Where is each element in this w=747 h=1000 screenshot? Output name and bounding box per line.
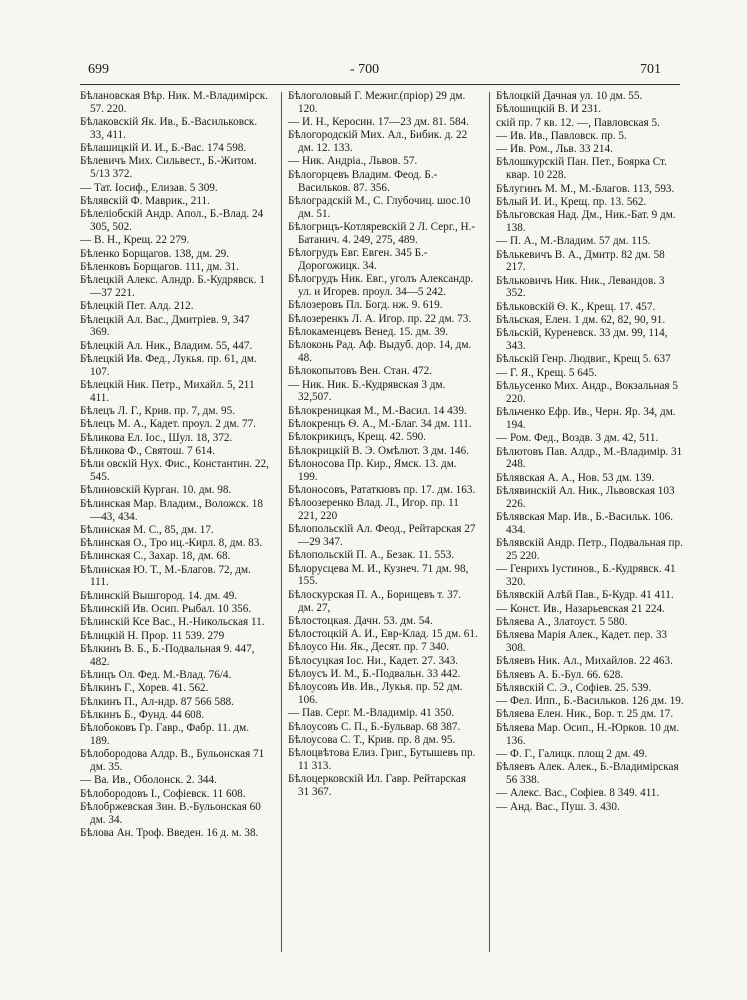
directory-entry: Бѣлогрудъ Ник. Евг., уголъ Александр. ул. и Игорев. проул. 34—5 242.: [288, 273, 474, 298]
directory-entry: Бѣлькевичъ В. А., Дмитр. 82 дм. 58 217.: [496, 248, 665, 274]
directory-entry: Бѣлановская Вѣр. Ник. М.-Владимірск. 57. 220.: [80, 90, 268, 115]
directory-entry: Бѣльковичъ Ник. Ник., Левандов. 3 352.: [496, 274, 665, 300]
directory-entry: Бѣльусенко Мих. Андр., Вокзальная 5 220.: [496, 380, 678, 405]
directory-entry: — Ив. Ив., Павловск. пр. 5.: [496, 129, 627, 142]
directory-entry: Бѣлинскій Ксе Вас., Н.-Никольская 11.: [80, 616, 265, 629]
directory-entry: Бѣлецъ Л. Г., Крив. пр. 7, дм. 95.: [80, 405, 236, 418]
directory-entry: Бѣлый И. И., Крещ. пр. 13. 562.: [496, 195, 647, 208]
directory-entry: Бѣлявскій Андр. Петр., Подвальная пр. 25 220.: [496, 537, 683, 562]
directory-entry: Бѣлогрицъ-Котляревскій 2 Л. Серг., Н.-Батанич. 4. 249, 275, 489.: [288, 220, 476, 246]
directory-entry: Бѣлоградскій М., С. Глубочиц. шос.10 дм. 51.: [288, 194, 471, 220]
directory-entry: Бѣлецкій Алекс. Алндр. Б.-Кудрявск. 1—37 221.: [80, 274, 265, 299]
directory-entry: Бѣлявскій Алѣй Пав., Б-Кудр. 41 411.: [496, 589, 674, 602]
directory-entry: Бѣлоскурская П. А., Борищевъ т. 37. дм. 27,: [288, 588, 462, 614]
directory-entry: Бѣлоносовъ, Рататкювъ пр. 17. дм. 163.: [288, 483, 476, 496]
directory-entry: Бѣлаковскій Як. Ив., Б.-Васильковск. 33, 411.: [80, 116, 258, 141]
directory-entry: Бѣлецъ М. А., Кадет. проул. 2 дм. 77.: [80, 418, 256, 431]
column-1: [80, 90, 270, 840]
directory-entry: Бѣлоусъ И. М., Б.-Подвальн. 33 442.: [288, 668, 461, 681]
directory-entry: Бѣляевъ А. Б.-Бул. 66. 628.: [496, 668, 624, 681]
directory-entry: Бѣлугинъ М. М., М.-Благов. 113, 593.: [496, 182, 675, 195]
directory-entry: Бѣлоозеренко Влад. Л., Игор. пр. 11 221, 220: [288, 497, 459, 522]
page-header: [0, 62, 747, 84]
directory-entry: Бѣлоконь Рад. Аф. Выдуб. дор. 14, дм. 48.: [288, 339, 472, 364]
directory-entry: Бѣлобородовъ І., Софіевск. 11 608.: [80, 787, 246, 800]
directory-entry: — Ив. Ром., Льв. 33 214.: [496, 143, 613, 156]
directory-entry: Бѣлокрикицъ, Крещ. 42. 590.: [288, 431, 427, 444]
directory-entry: Бѣликова Ел. Іос., Шул. 18, 372.: [80, 431, 233, 444]
center-page-number: - 700: [350, 62, 380, 77]
directory-entry: Бѣлобоковъ Гр. Гавр., Фабр. 11. дм. 189.: [80, 722, 249, 748]
directory-entry: — Ром. Фед., Воздв. 3 дм. 42, 511.: [496, 432, 659, 445]
directory-entry: Бѣлявская Мар. Ив., Б.-Васильк. 106. 434.: [496, 511, 674, 536]
directory-entry: Бѣляева А., Златоуст. 5 580.: [496, 615, 628, 628]
directory-entry: Бѣлкинъ Г., Хорев. 41. 562.: [80, 682, 209, 695]
directory-entry: Бѣли овскій Нух. Фис., Константин. 22, 545.: [80, 458, 269, 484]
directory-entry: Бѣлявскій Ф. Маврик., 211.: [80, 194, 210, 207]
directory-entry: Бѣлоусовъ Ив. Ив., Лукья. пр. 52 дм. 106.: [288, 681, 463, 707]
directory-entry: Бѣлинская Мар. Владим., Воложск. 18—43, 434.: [80, 497, 263, 523]
directory-entry: Бѣлинская С., Захар. 18, дм. 68.: [80, 550, 231, 563]
directory-entry: Бѣлова Ан. Троф. Введен. 16 д. м. 38.: [80, 827, 259, 840]
directory-entry: Бѣлинскій Вышгород. 14. дм. 49.: [80, 589, 238, 602]
directory-entry: — П. А., М.-Владим. 57 дм. 115.: [496, 235, 651, 248]
directory-entry: Бѣлоусова С. Т., Крив. пр. 8 дм. 95.: [288, 734, 456, 747]
directory-entry: Бѣлявская А. А., Нов. 53 дм. 139.: [496, 471, 655, 484]
directory-entry: Бѣлютовъ Пав. Алдр., М.-Владимір. 31 248.: [496, 445, 683, 471]
directory-entry: Бѣлогородскій Мих. Ал., Бибик. д. 22 дм. 12. 133.: [288, 129, 468, 155]
directory-entry: Бѣлашицкій И. И., Б.-Вас. 174 598.: [80, 142, 247, 155]
directory-entry: Бѣльковскій Ѳ. К., Крещ. 17. 457.: [496, 300, 656, 313]
left-page-number: 699: [88, 62, 109, 77]
directory-entry: — И. Н., Кероcин. 17—23 дм. 81. 584.: [288, 116, 469, 129]
directory-entry: Бѣлорусцева М. И., Кузнеч. 71 дм. 98, 155.: [288, 562, 469, 588]
directory-entry: Бѣлостоцкій А. И., Евр-Клад. 15 дм. 61.: [288, 628, 478, 641]
directory-entry: — Пав. Серг. М.-Владимір. 41 350.: [288, 707, 455, 720]
directory-entry: Бѣлокренцъ Ѳ. А., М.-Благ. 34 дм. 111.: [288, 417, 472, 430]
directory-entry: Бѣлоцвѣтова Елиз. Григ., Бутышевъ пр. 11 313.: [288, 747, 476, 773]
directory-entry: Бѣлиновскій Курган. 10. дм. 98.: [80, 484, 232, 497]
column-divider: [489, 92, 490, 952]
directory-entry: Бѣляева Мар. Осип., Н.-Юрков. 10 дм. 136.: [496, 721, 680, 747]
right-page-number: 701: [640, 62, 661, 77]
directory-entry: — Ник. Андріа., Львов. 57.: [288, 155, 418, 168]
directory-entry: — Ник. Ник. Б.-Кудрявская 3 дм. 32,507.: [288, 378, 446, 404]
directory-entry: Бѣлогрудъ Евг. Евген. 345 Б.-Дорогожицк. 34.: [288, 247, 428, 272]
directory-entry: Бѣлобржевская Зин. В.-Бульонская 60 дм. 34.: [80, 801, 261, 826]
directory-entry: Бѣлецкій Ник. Петр., Михайл. 5, 211 411.: [80, 379, 255, 404]
directory-entry: Бѣлецкій Ив. Фед., Лукья. пр. 61, дм. 107.: [80, 352, 257, 378]
directory-entry: Бѣляевъ Ник. Ал., Михайлов. 22 463.: [496, 655, 673, 668]
directory-entry: Бѣлинская Ю. Т., М.-Благов. 72, дм. 111.: [80, 563, 251, 589]
directory-entry: Бѣлостоцкая. Дачн. 53. дм. 54.: [288, 614, 433, 627]
directory-entry: Бѣлинская О., Тро иц.-Кирл. 8, дм. 83.: [80, 537, 263, 550]
directory-entry: — Тат. Іосиф., Елизав. 5 309.: [80, 181, 218, 194]
directory-entry: Бѣлокаменцевъ Венед. 15. дм. 39.: [288, 325, 449, 338]
directory-entry: Бѣляева Елен. Ник., Бор. т. 25 дм. 17.: [496, 708, 674, 721]
directory-entry: — В. Н., Крещ. 22 279.: [80, 234, 190, 247]
directory-entry: Бѣлецкій Ал. Вас., Дмитріев. 9, 347 369.: [80, 313, 250, 339]
directory-entry: Бѣлкинъ П., Ал-ндр. 87 566 588.: [80, 695, 234, 708]
directory-entry: Бѣлопольскій Ал. Феод., Рейтарская 27—29 347.: [288, 523, 476, 549]
directory-entry: Бѣлоцерковскій Ил. Гавр. Рейтарская 31 367.: [288, 773, 467, 799]
directory-entry: Бѣлоусовъ С. П., Б.-Бульвар. 68 387.: [288, 720, 461, 733]
directory-entry: Бѣлецкій Ал. Ник., Владим. 55, 447.: [80, 339, 253, 352]
directory-entry: Бѣлявинскій Ал. Ник., Львовская 103 226.: [496, 484, 675, 510]
directory-entry: Бѣлявскій С. Э., Софіев. 25. 539.: [496, 681, 652, 694]
directory-entry: Бѣлосуцкая Іос. Ни., Кадет. 27. 343.: [288, 654, 459, 667]
directory-entry: Бѣликова Ф., Святош. 7 614.: [80, 445, 215, 458]
directory-entry: Бѣлопольскій П. А., Безак. 11. 553.: [288, 549, 455, 562]
directory-entry: Бѣлокрицкій В. Э. Омѣлют. 3 дм. 146.: [288, 444, 470, 457]
directory-entry: Бѣльскій, Куреневск. 33 дм. 99, 114, 343.: [496, 327, 668, 353]
directory-entry: Бѣльскій Генр. Людвиг., Крещ 5. 637: [496, 353, 671, 366]
directory-entry: Бѣлоголовый Г. Межиг.(пріор) 29 дм. 120.: [288, 90, 466, 115]
header-rule: [80, 84, 680, 85]
directory-entry: скій пр. 7 кв. 12. —, Павловская 5.: [496, 116, 660, 129]
directory-entry: — Фел. Ипп., Б.-Васильков. 126 дм. 19.: [496, 695, 684, 708]
directory-entry: Бѣлецкій Пет. Алд. 212.: [80, 300, 194, 313]
directory-entry: Бѣлозеровъ Пл. Богд. нж. 9. 619.: [288, 299, 443, 312]
directory-entry: — Генрихъ Іустинов., Б.-Кудрявск. 41 320.: [496, 563, 676, 588]
directory-entry: Бѣленковъ Борщагов. 111, дм. 31.: [80, 260, 239, 273]
directory-entry: — Ф. Г., Галицк. площ 2 дм. 49.: [496, 747, 648, 760]
directory-entry: Бѣлокопытовъ Вен. Стан. 472.: [288, 365, 433, 378]
directory-entry: Бѣлевичъ Мих. Сильвест., Б.-Житом. 5/13 372.: [80, 155, 257, 181]
directory-entry: — Анд. Вас., Пуш. 3. 430.: [496, 800, 620, 813]
directory-entry: Бѣлобородова Алдр. В., Бульонская 71 дм. 35.: [80, 748, 265, 774]
directory-entry: Бѣлицкій Н. Прор. 11 539. 279: [80, 629, 225, 642]
directory-entry: Бѣлошкурскій Пан. Пет., Боярка Ст. квар. 10 228.: [496, 156, 667, 182]
directory-entry: Бѣлогорцевъ Владим. Феод. Б.-Васильков. 87. 356.: [288, 168, 438, 194]
directory-entry: Бѣлокреницкая М., М.-Васил. 14 439.: [288, 404, 467, 417]
directory-entry: Бѣльченко Ефр. Ив., Черн. Яр. 34, дм. 194.: [496, 406, 676, 431]
directory-entry: Бѣлинская М. С., 85, дм. 17.: [80, 523, 214, 536]
directory-entry: Бѣльговская Над. Дм., Ник.-Бат. 9 дм. 138.: [496, 209, 676, 234]
directory-entry: Бѣльская, Елен. 1 дм. 62, 82, 90, 91.: [496, 314, 666, 327]
column-divider: [281, 92, 282, 952]
directory-entry: Бѣлоносова Пр. Кир., Ямск. 13. дм. 199.: [288, 457, 457, 483]
directory-entry: Бѣлкинъ В. Б., Б.-Подвальная 9. 447, 482.: [80, 642, 255, 668]
directory-entry: Бѣлозеренкъ Л. А. Игор. пр. 22 дм. 73.: [288, 312, 472, 325]
directory-entry: Бѣлоцкій Дачная ул. 10 дм. 55.: [496, 90, 643, 102]
directory-entry: — Ва. Ив., Оболонск. 2. 344.: [80, 774, 217, 787]
directory-entry: Бѣляева Марія Алек., Кадет. пер. 33 308.: [496, 629, 668, 654]
column-3: [496, 90, 686, 814]
directory-entry: Бѣлкинъ Б., Фунд. 44 608.: [80, 708, 205, 721]
directory-entry: Бѣлеліобскій Андр. Апол., Б.-Влад. 24 305, 502.: [80, 208, 264, 233]
directory-entry: Бѣлинскій Ив. Осип. Рыбал. 10 356.: [80, 603, 252, 616]
directory-entry: — Г. Я., Крещ. 5 645.: [496, 366, 597, 379]
directory-entry: — Конст. Ив., Назарьевская 21 224.: [496, 602, 665, 615]
directory-entry: Бѣленко Борщагов. 138, дм. 29.: [80, 247, 229, 260]
directory-entry: Бѣлошицкій В. И 231.: [496, 103, 602, 116]
directory-entry: Бѣлоусо Ни. Як., Десят. пр. 7 340.: [288, 641, 450, 654]
directory-entry: — Алекс. Вас., Софіев. 8 349. 411.: [496, 787, 660, 800]
directory-entry: Бѣляевъ Алек. Алек., Б.-Владимірская 56 338.: [496, 761, 679, 786]
directory-entry: Бѣлицъ Ол. Фед. М.-Влад. 76/4.: [80, 669, 232, 682]
column-2: [288, 90, 478, 800]
